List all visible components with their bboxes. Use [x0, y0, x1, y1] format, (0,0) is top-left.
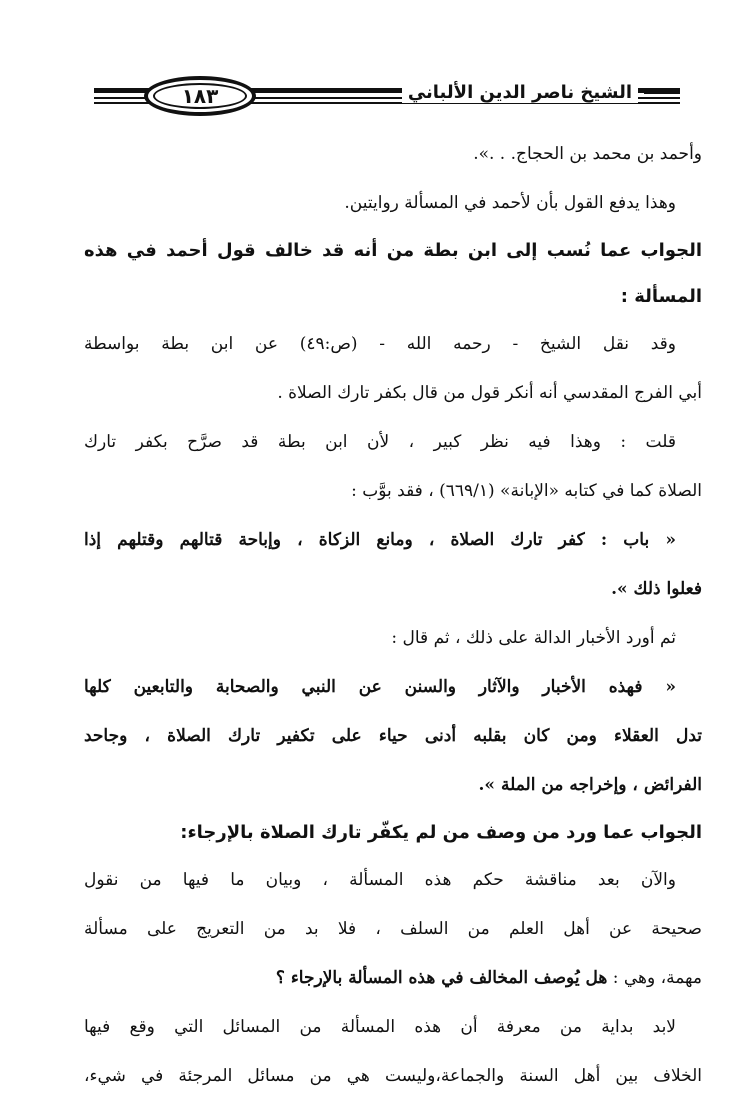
- text-line: قلت : وهذا فيه نظر كبير ، لأن ابن بطة قد صرَّح بكفر تارك: [84, 432, 677, 452]
- text-line: وأحمد بن محمد بن الحجاج. . .».: [473, 144, 702, 164]
- page-body: [84, 130, 702, 1101]
- quote-line: فعلوا ذلك ».: [611, 579, 702, 599]
- text-line: وقد نقل الشيخ - رحمه الله - (ص:٤٩) عن ابن بطة بواسطة: [84, 334, 677, 354]
- quote-line: الفرائض ، وإخراجه من الملة ».: [478, 775, 702, 795]
- running-title: الشيخ ناصر الدين الألباني: [402, 82, 638, 103]
- text-line: صحيحة عن أهل العلم من السلف ، فلا بد من التعريج على مسألة: [84, 919, 702, 939]
- section-heading: الجواب عما نُسب إلى ابن بطة من أنه قد خالف قول أحمد في هذه: [84, 240, 702, 261]
- section-heading: المسألة :: [620, 286, 702, 307]
- quote-line: « باب : كفر تارك الصلاة ، ومانع الزكاة ، وإباحة قتالهم وقتلهم إذا: [84, 530, 676, 550]
- text-line: والآن بعد مناقشة حكم هذه المسألة ، وبيان ما فيها من نقول: [84, 870, 676, 890]
- page-header: [94, 72, 680, 120]
- text-line: ثم أورد الأخبار الدالة على ذلك ، ثم قال :: [391, 628, 676, 648]
- text-line: [84, 954, 702, 1003]
- quote-line: تدل العقلاء ومن كان بقلبه أدنى حياء على تكفير تارك الصلاة ، وجاحد: [84, 726, 702, 746]
- text-line: لابد بداية من معرفة أن هذه المسألة من المسائل التي وقع فيها: [84, 1017, 676, 1037]
- text-line: الصلاة كما في كتابه «الإبانة» (٦٦٩/١) ، فقد بوَّب :: [351, 481, 702, 501]
- page-number-badge: [144, 76, 256, 116]
- section-heading: الجواب عما ورد من وصف من لم يكفّر تارك الصلاة بالإرجاء:: [180, 822, 702, 843]
- text-span: مهمة، وهي :: [612, 968, 702, 988]
- text-line: الخلاف بين أهل السنة والجماعة،وليست هي من مسائل المرجئة في شيء،: [84, 1066, 702, 1086]
- emphasis-question: هل يُوصف المخالف في هذه المسألة بالإرجاء ؟: [275, 968, 608, 988]
- quote-line: « فهذه الأخبار والآثار والسنن عن النبي والصحابة والتابعين كلها: [84, 677, 676, 697]
- page-number: ١٨٣: [181, 84, 219, 108]
- text-line: أبي الفرج المقدسي أنه أنكر قول من قال بكفر تارك الصلاة .: [277, 383, 702, 403]
- text-line: وهذا يدفع القول بأن لأحمد في المسألة روايتين.: [344, 193, 676, 213]
- title-dash: [644, 92, 680, 102]
